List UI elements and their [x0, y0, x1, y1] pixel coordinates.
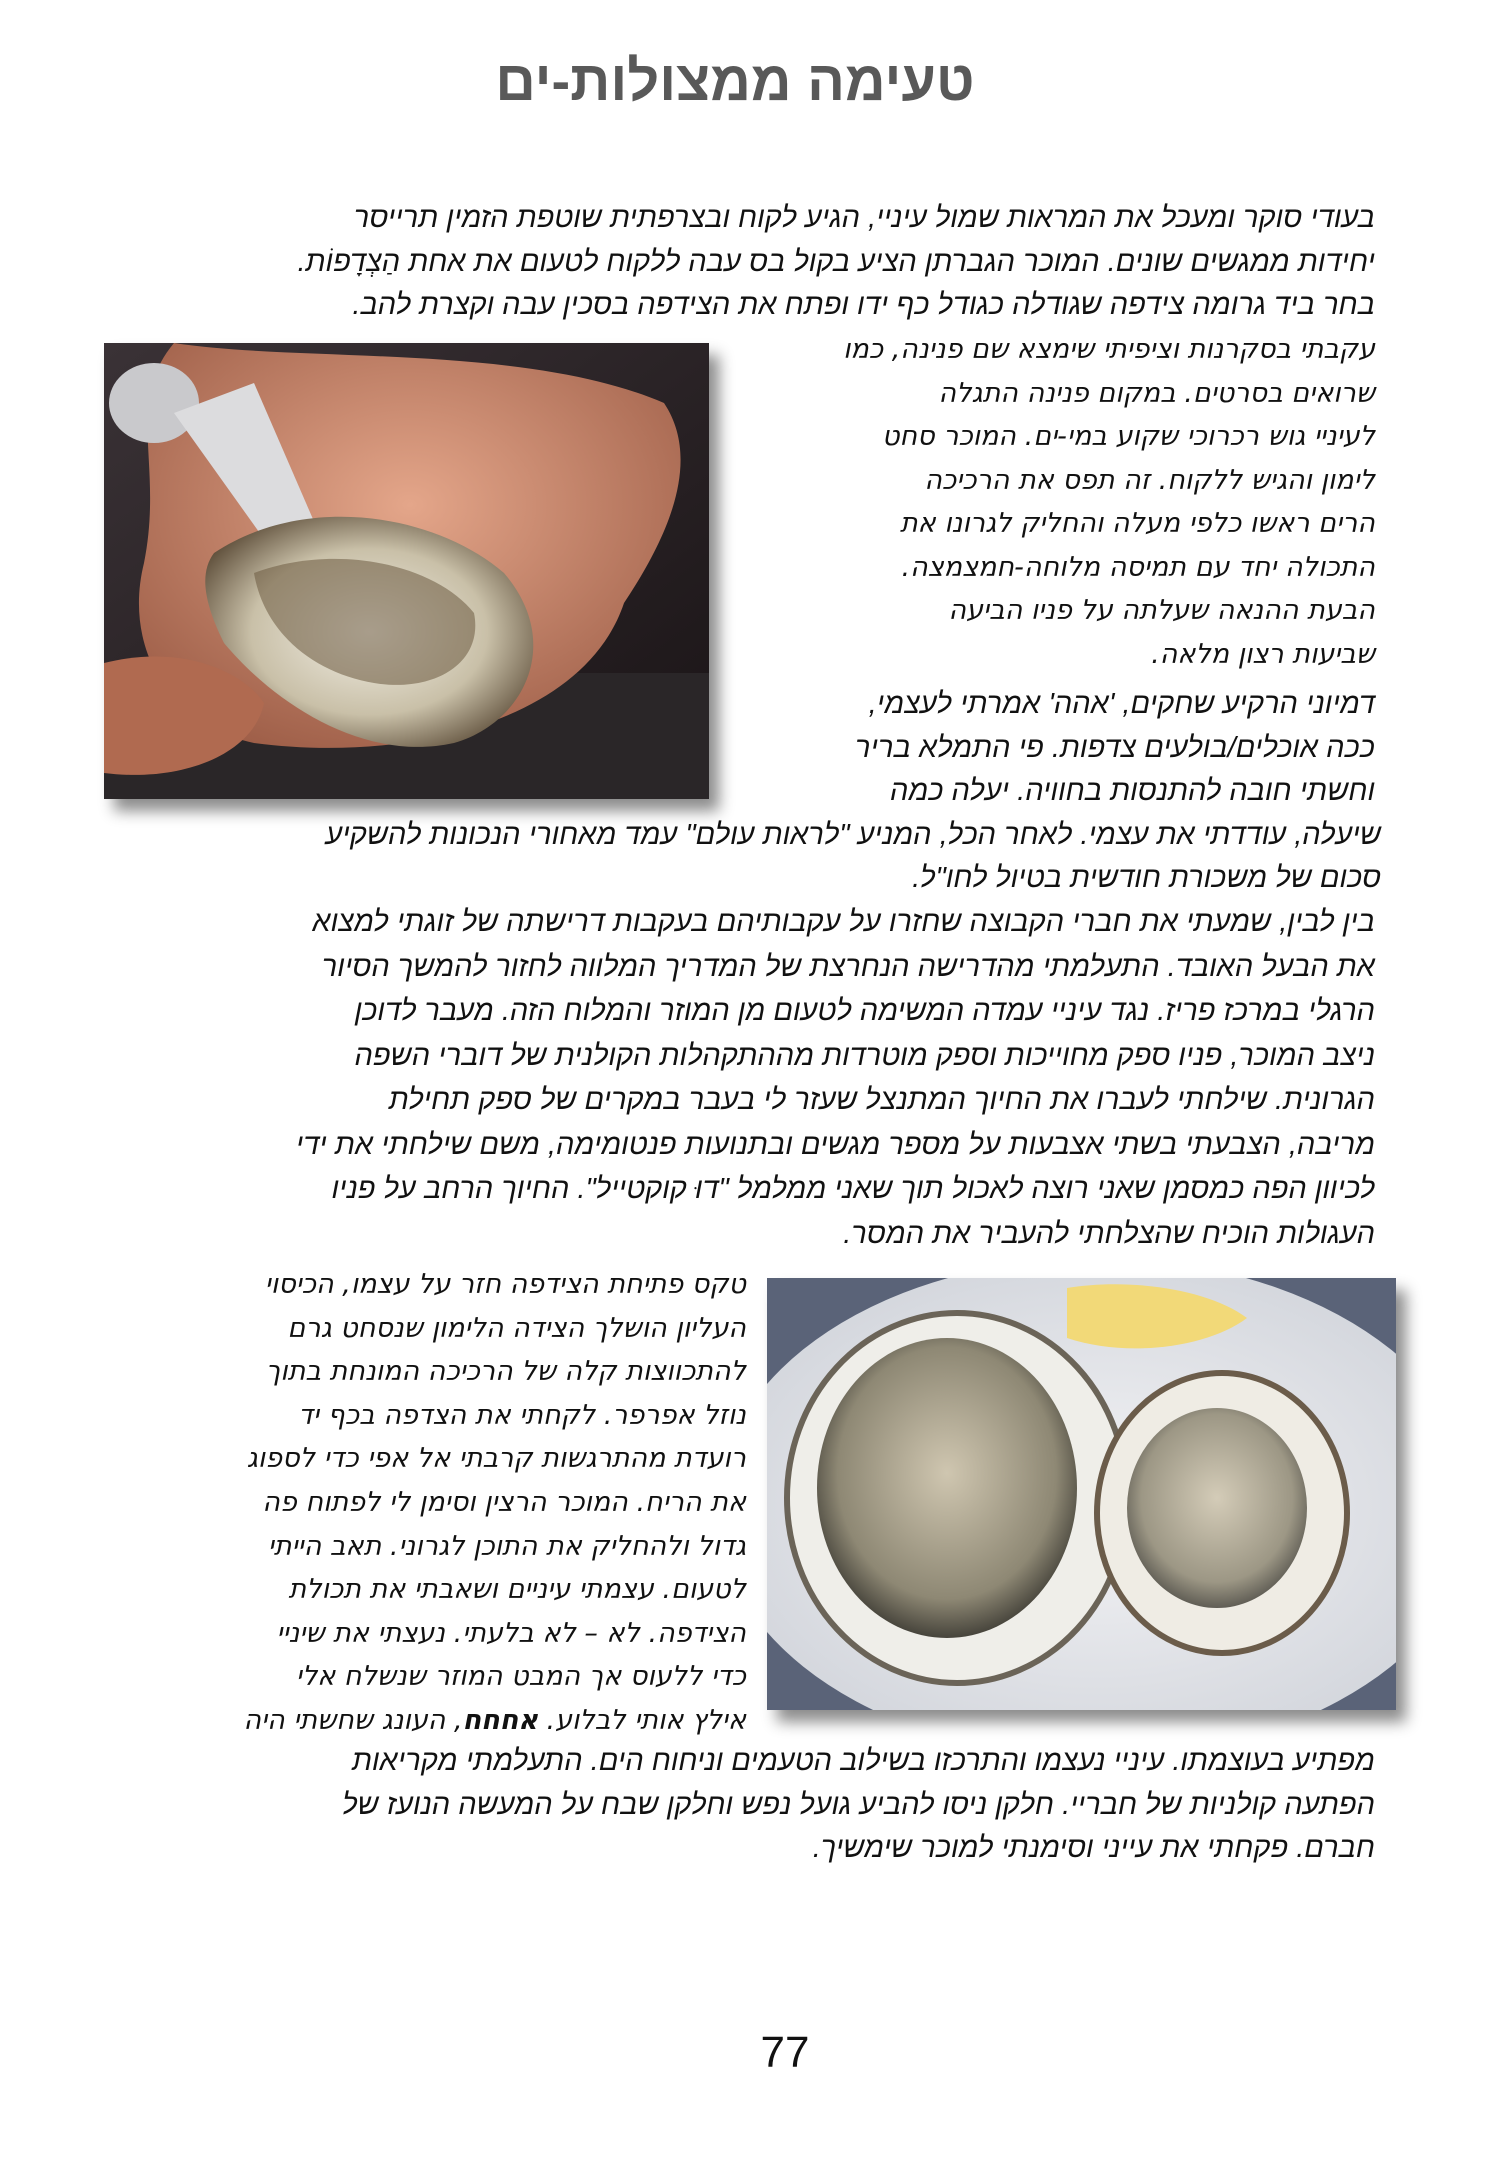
paragraph-2 [296, 900, 1375, 1256]
emphasized-word: אחחח [462, 1704, 538, 1736]
text-line: את הבעל האובד. התעלמתי מהדרישה הנחרצת של המדריך המלווה לחזור להמשך הסיור [321, 950, 1375, 983]
paragraph-3-continued [342, 1740, 1375, 1871]
text-line: לימון והגיש ללקוח. זה תפס את הרכיכה [924, 464, 1375, 496]
text-line: התכולה יחד עם תמיסה מלוחה-חמצמצה. [901, 551, 1375, 583]
oyster-opening-photo [104, 343, 709, 799]
paragraph-1-top [297, 197, 1375, 328]
text-line: בחר ביד גרומה צידפה שגודלה כגודל כף ידו ופתח את הצידפה בסכין עבה וקצרת להב. [352, 289, 1375, 321]
text-line: כדי ללעוס אך המבט המוזר שנשלח אלי [295, 1661, 746, 1693]
text-line: בעודי סוקר ומעכל את המראות שמול עיניי, הגיע לקוח ובצרפתית שוטפת הזמין תרייסר [353, 202, 1375, 234]
text-line: רועדת מהתרגשות קרבתי אל אפי כדי לספוג [246, 1443, 746, 1475]
text-line: לעיניי גוש רכרוכי שקוע במי-ים. המוכר סחט [881, 421, 1375, 452]
text-line: ניצב המוכר, פניו ספק מחוייכות וספק מוטרדות מההתקהלות הקולנית של דוברי השפה [354, 1039, 1375, 1072]
text-line: יחידות ממגשים שונים. המוכר הגברתן הציע בקול בס עבה ללקוח לטעום את אחת הַצְדָפוֹת. [297, 245, 1375, 278]
text-fragment: אילץ אותי לבלוע. [537, 1704, 746, 1736]
text-fragment: , העונג שחשתי היה [243, 1704, 463, 1736]
text-line: מריבה, הצבעתי בשתי אצבעות על מספר מגשים ובתנועות פנטומימה, משם שילחתי את ידי [295, 1128, 1375, 1161]
text-line: שיעלה, עודדתי את עצמי. לאחר הכל, המניע "לראות עולם" עמד מאחורי הנכונות להשקיע [325, 818, 1381, 851]
text-line: הרים ראשו כלפי מעלה והחליק לגרונו את [899, 508, 1375, 539]
text-line: עקבתי בסקרנות וציפיתי שימצא שם פנינה, כמו [843, 334, 1375, 365]
text-line: העגולות הוכיח שהצלחתי להעביר את המסר. [843, 1217, 1375, 1250]
paragraph-3-beside-image [243, 1263, 746, 1743]
text-line: וחשתי חובה להתנסות בחוויה. יעלה כמה [889, 775, 1375, 807]
text-line: הבעת ההנאה שעלתה על פניו הביעה [948, 595, 1375, 626]
text-line: הצידפה. לא – לא בלעתי. נעצתי את שיניי [276, 1617, 746, 1649]
text-line: את הריח. המוכר הרצין וסימן לי לפתוח פה [262, 1486, 746, 1518]
text-line: סכום של משכורת חודשית בטיול לחו"ל. [912, 862, 1381, 894]
text-line: שביעות רצון מלאה. [1151, 638, 1375, 670]
text-line: לטעום. עצמתי עיניים ושאבתי את תכולת [288, 1574, 746, 1606]
text-line: הפתעה קולניות של חבריי. חלקן ניסו להביע גועל נפש וחלקן שבח על המעשה הנועז של [342, 1788, 1375, 1821]
text-line: חברם. פקחתי את עייני וסימנתי למוכר שימשיך. [812, 1832, 1375, 1864]
text-line: העליון הושלך הצידה הלימון שנסחט גרם [287, 1312, 746, 1344]
text-line: לכיוון הפה כמסמן שאני רוצה לאכול תוך שאני ממלמל "דוּ קוקטייל". החיוך הרחב על פניו [331, 1173, 1375, 1205]
oysters-on-plate-photo [767, 1278, 1396, 1710]
page-title: טעימה ממצולות-ים [495, 49, 975, 112]
text-line: גדול ולהחליק את התוכן לגרוני. תאב הייתי [267, 1530, 746, 1562]
text-line [243, 1699, 746, 1743]
text-line: ככה אוכלים/בולעים צדפות. פי התמלא בריר [854, 731, 1375, 764]
text-line: שרואים בסרטים. במקום פנינה התגלה [938, 377, 1375, 409]
text-line: להתכווצות קלה של הרכיכה המונחת בתוך [265, 1356, 746, 1388]
text-line: מפתיע בעוצמתו. עיניי נעצמו והתרכזו בשילוב הטעמים וניחוח הים. התעלמתי מקריאות [351, 1745, 1375, 1777]
text-line: בין לבין, שמעתי את חברי הקבוצה שחזרו על עקבותיהם בעקבות דרישתה של זוגתי למצוא [312, 906, 1375, 938]
text-line: טקס פתיחת הצידפה חזר על עצמו, הכיסוי [264, 1269, 746, 1300]
text-line: הגרונית. שילחתי לעברו את החיוך המתנצל שעזר לי בעבר במקרים של ספק תחילת [388, 1084, 1375, 1116]
page-number: 77 [760, 2028, 810, 2077]
paragraph-1-beside-image [843, 328, 1375, 676]
text-line: הרגלי במרכז פריז. נגד עיניי עמדה המשימה לטעום מן המוזר והמלוח הזה. מעבר לדוכן [354, 995, 1375, 1027]
text-line: דמיוני הרקיע שחקים, 'אהה' אמרתי לעצמי, [868, 688, 1375, 720]
text-line: נוזל אפרפר. לקחתי את הצדפה בכף יד [298, 1399, 746, 1431]
